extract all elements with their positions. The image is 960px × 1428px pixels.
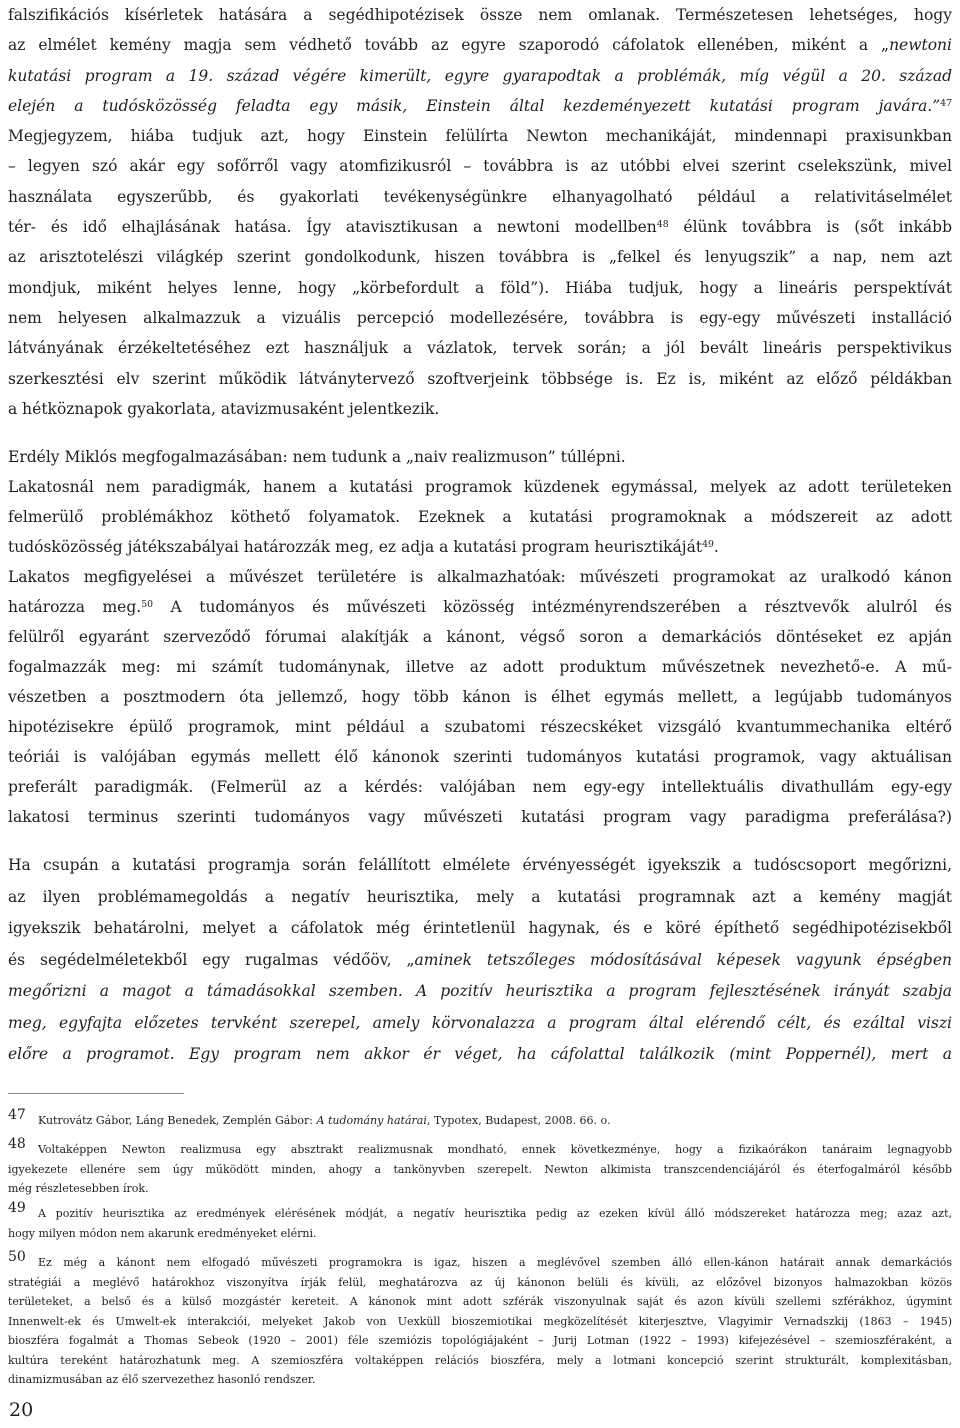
text-run: . [713,538,719,556]
text-run: bioszféra fogalmát a Thomas Sebeok (1920 – 2001) féle szemiózis topológiájaként – Jurij Lotman (1922 – 1993) kifejezésével – szemioszféraként, a [8,1334,952,1347]
footnote-number: 47 [8,1107,26,1123]
text-line [8,1331,952,1351]
text-line [8,1039,952,1071]
text-line [8,652,952,682]
text-run: hogy milyen módon nem akarunk eredményeket elérni. [8,1226,317,1240]
text-run: szerkesztési elv szerint működik látványtervező szoftverjeink többsége is. Ez is, miként az előző példákban [8,369,952,388]
text-run: stratégiái a meglévő határokhoz viszonyítva írják felül, meghatározva az új kánonon belüli és kívüli, az előzővel bizonyos halmazokban közös [8,1275,952,1289]
text-run: mondjuk, miként helyes lenne, hogy „körbefordult a föld”). Hiába tudjuk, hogy a lineáris perspektívát [8,278,952,297]
text-run: A tudományos és művészeti közösség intézményrendszerében a résztvevők alulról és [153,598,952,616]
text-line [8,273,952,303]
text-run: Ez még a kánont nem elfogadó művészeti programokra is igaz, hiszen a meglévővel szemben álló ellen-kánon határait annak demarkációs [38,1256,952,1269]
italic-text-run: kutatási program a 19. század végére kimerült, egyre gyarapodtak a problémák, míg végül a 20. század [8,66,952,85]
text-line [8,1107,952,1131]
italic-text-run: A tudomány határai [316,1114,427,1127]
footnote-number: 50 [8,1249,26,1265]
text-run: határozza meg. [8,598,142,616]
text-run: kultúra tereként határozhatunk meg. A szemioszféra voltaképpen relációs bioszféra, mely a lotmani koncepció szerint strukturált, komplexitásban, [8,1353,952,1367]
text-line [8,1224,952,1244]
footnote-number: 48 [8,1136,26,1152]
text-line [8,0,952,30]
text-run: Ha csupán a kutatási programja során felállított elmélete érvényességét igyekszik a tudóscsoport megőrizni, [8,856,952,874]
paragraph [8,850,952,1071]
text-run: lakatosi terminus szerinti tudományos vagy művészeti kutatási program vagy paradigma preferálása?) [8,808,952,826]
text-run: felmerülő problémákhoz köthető folyamatok. Ezeknek a kutatási programoknak a módszereit az adott [8,508,952,526]
text-run: vészetben a posztmodern óta jellemző, hogy több kánon is élhet egymás mellett, a legújabb tudományos [8,688,952,706]
text-run: tudósközösség játékszabályai határozzák meg, ez adja a kutatási program heurisztikáját [8,538,703,556]
text-run: használata egyszerűbb, és gyakorlati tevékenységünkre elhanyagolható például a relativitáselmélet [8,187,952,206]
text-run: dinamizmusában az élő szervezethez hasonló rendszer. [8,1373,316,1386]
text-run: még részletesebben írok. [8,1182,149,1195]
text-run: igyekszik behatárolni, melyet a cáfolatok még érintetlenül hagynak, és e köré építhető segédhipotézisekből [8,919,952,937]
text-run: tér- és idő elhajlásának hatása. Így atavisztikusan a newtoni modellben [8,218,657,237]
text-line [8,442,952,472]
text-line [8,364,952,394]
text-run: teóriái is valójában egymás mellett élő kánonok szerinti tudományos kutatási programok, vagy aktuálisan [8,748,952,766]
text-line [8,1370,952,1390]
text-line [8,976,952,1008]
text-run: felülről egyaránt szerveződő fórumai alakítják a kánont, végső soron a demarkációs döntéseket ez apján [8,628,952,646]
text-line [8,913,952,945]
text-run: , Typotex, Budapest, 2008. 66. o. [426,1114,611,1127]
text-run: Lakatosnál nem paradigmák, hanem a kutatási programok küzdenek egymással, melyek az adott területeken [8,478,952,496]
text-line [8,303,952,333]
text-line [8,532,952,562]
footnote [8,1249,952,1390]
text-run: Kutrovátz Gábor, Láng Benedek, Zemplén Gábor: [38,1114,317,1127]
text-line [8,212,952,242]
footnote-separator [8,1093,184,1094]
footnote [8,1107,952,1131]
text-run: az elmélet kemény magja sem védhető tovább az egyre szaporodó cáfolatok ellenében, miként a „ [8,36,890,55]
text-run: igyekezete ellenére sem úgy működött minden, ahogy a tankönyvben szerepelt. Newton alkimista transzcendenciájáról és éterfogalmáról később [8,1162,952,1176]
text-line [8,882,952,914]
paragraph [8,0,952,424]
text-line [8,742,952,772]
text-line [8,1136,952,1160]
text-line [8,945,952,977]
text-run: területeket, a belső és a külső mozgástér kereteit. A kánonok mint adott szférák viszonyulnak saját és azon kívüli szellemi szférákhoz, úgymint [8,1295,952,1308]
text-run: és segédelméletekből egy rugalmas védőöv, „ [8,950,415,969]
text-run: falszifikációs kísérletek hatására a segédhipotézisek össze nem omlanak. Természetesen lehetséges, hogy [8,6,952,24]
text-line [8,682,952,712]
footnote [8,1200,952,1243]
footnote-number: 49 [8,1200,26,1216]
footnote-reference: 49 [702,538,714,550]
text-line [8,1179,952,1199]
text-run: a hétköznapok gyakorlata, atavizmusaként jelentkezik. [8,399,440,418]
text-line [8,1351,952,1371]
text-line [8,242,952,272]
text-line [8,802,952,832]
text-run: Erdély Miklós megfogalmazásában: nem tudunk a „naiv realizmuson” túllépni. [8,448,626,466]
text-line [8,592,952,622]
text-run: az ilyen problémamegoldás a negatív heurisztika, mely a kutatási programnak azt a kemény magját [8,887,952,906]
text-line [8,91,952,121]
text-run: fogalmazzák meg: mi számít tudománynak, illetve az adott produktum művészetnek nevezhető-e. A mű- [8,658,952,676]
italic-text-run: megőrizni a magot a támadásokkal szemben. A pozitív heurisztika a program fejlesztésének irányát szabja [8,982,952,1000]
text-line [8,151,952,181]
footnote-reference: 48 [656,218,669,230]
text-run: nem helyesen alkalmazzuk a vizuális percepció modellezésére, továbbra is egy-egy művészeti installáció [8,308,952,327]
text-line [8,1312,952,1332]
italic-text-run: newtoni [889,36,952,55]
footnote-reference: 47 [940,97,952,109]
text-run: hipotézisekre épülő programok, mint például a szubatomi részecskéket vizsgáló kvantummechanika eltérő [8,718,952,736]
paragraph [8,562,952,832]
italic-text-run: aminek tetszőleges módosításával képesek vagyunk épségben [414,950,952,969]
footnote-reference: 50 [141,598,154,610]
text-line [8,1200,952,1224]
text-run: preferált paradigmák. (Felmerül az a kérdés: valójában nem egy-egy intellektuális divathullám egy-egy [8,778,952,796]
italic-text-run: előre a programot. Egy program nem akkor ér véget, ha cáfolattal találkozik (mint Poppernél), mert a [8,1045,952,1063]
text-run: Innenwelt-ek és Umwelt-ek interakciói, melyeket Jakob von Uexküll bioszemiotikai megközelítését kiterjesztve, Vlagyimir Vernadszkij (1863 – 1945) [8,1314,952,1328]
text-run: Lakatos megfigyelései a művészet területére is alkalmazhatóak: művészeti programokat az uralkodó kánon [8,568,952,586]
text-line [8,1249,952,1273]
footnote [8,1136,952,1199]
text-line [8,622,952,652]
text-line [8,850,952,882]
text-line [8,502,952,532]
page-number: 20 [9,1399,34,1421]
text-run: élünk továbbra is (sőt inkább [668,218,952,237]
text-line [8,333,952,363]
text-line [8,772,952,802]
text-line [8,1273,952,1293]
text-line [8,30,952,60]
text-run: A pozitív heurisztika az eredmények elérésének módját, a negatív heurisztika pedig az ezeken kívül álló módszereket határozza meg; azaz azt, [38,1207,952,1220]
italic-text-run: elején a tudósközösség feladta egy másik, Einstein által kezdeményezett kutatási program javára.” [8,96,941,115]
italic-text-run: meg, egyfajta előzetes tervként szerepel, amely körvonalazza a program által elérendő célt, és ezáltal viszi [8,1013,952,1032]
text-run: látványának érzékeltetéséhez ezt használjuk a vázlatok, tervek során; a jól bevált lineáris perspektivikus [8,339,952,358]
text-line [8,394,952,424]
text-line [8,1160,952,1180]
text-line [8,61,952,91]
text-run: – legyen szó akár egy sofőrről vagy atomfizikusról – továbbra is az utóbbi elvei szerint cselekszünk, mivel [8,157,952,176]
text-line [8,121,952,151]
paragraph [8,442,952,472]
text-line [8,562,952,592]
text-line [8,1008,952,1040]
text-line [8,1292,952,1312]
text-run: Voltaképpen Newton realizmusa egy absztrakt realizmusnak mondható, ennek következménye, hogy a fizikaórákon tanáraim legnagyobb [38,1143,952,1156]
text-run: Megjegyzem, hiába tudjuk azt, hogy Einstein felülírta Newton mechanikáját, mindennapi praxisunkban [8,127,952,146]
text-run: az arisztotelészi világkép szerint gondolkodunk, hiszen továbbra is „felkel és lenyugszik” a nap, nem azt [8,248,952,267]
text-line [8,472,952,502]
text-line [8,712,952,742]
paragraph [8,472,952,562]
text-line [8,182,952,212]
